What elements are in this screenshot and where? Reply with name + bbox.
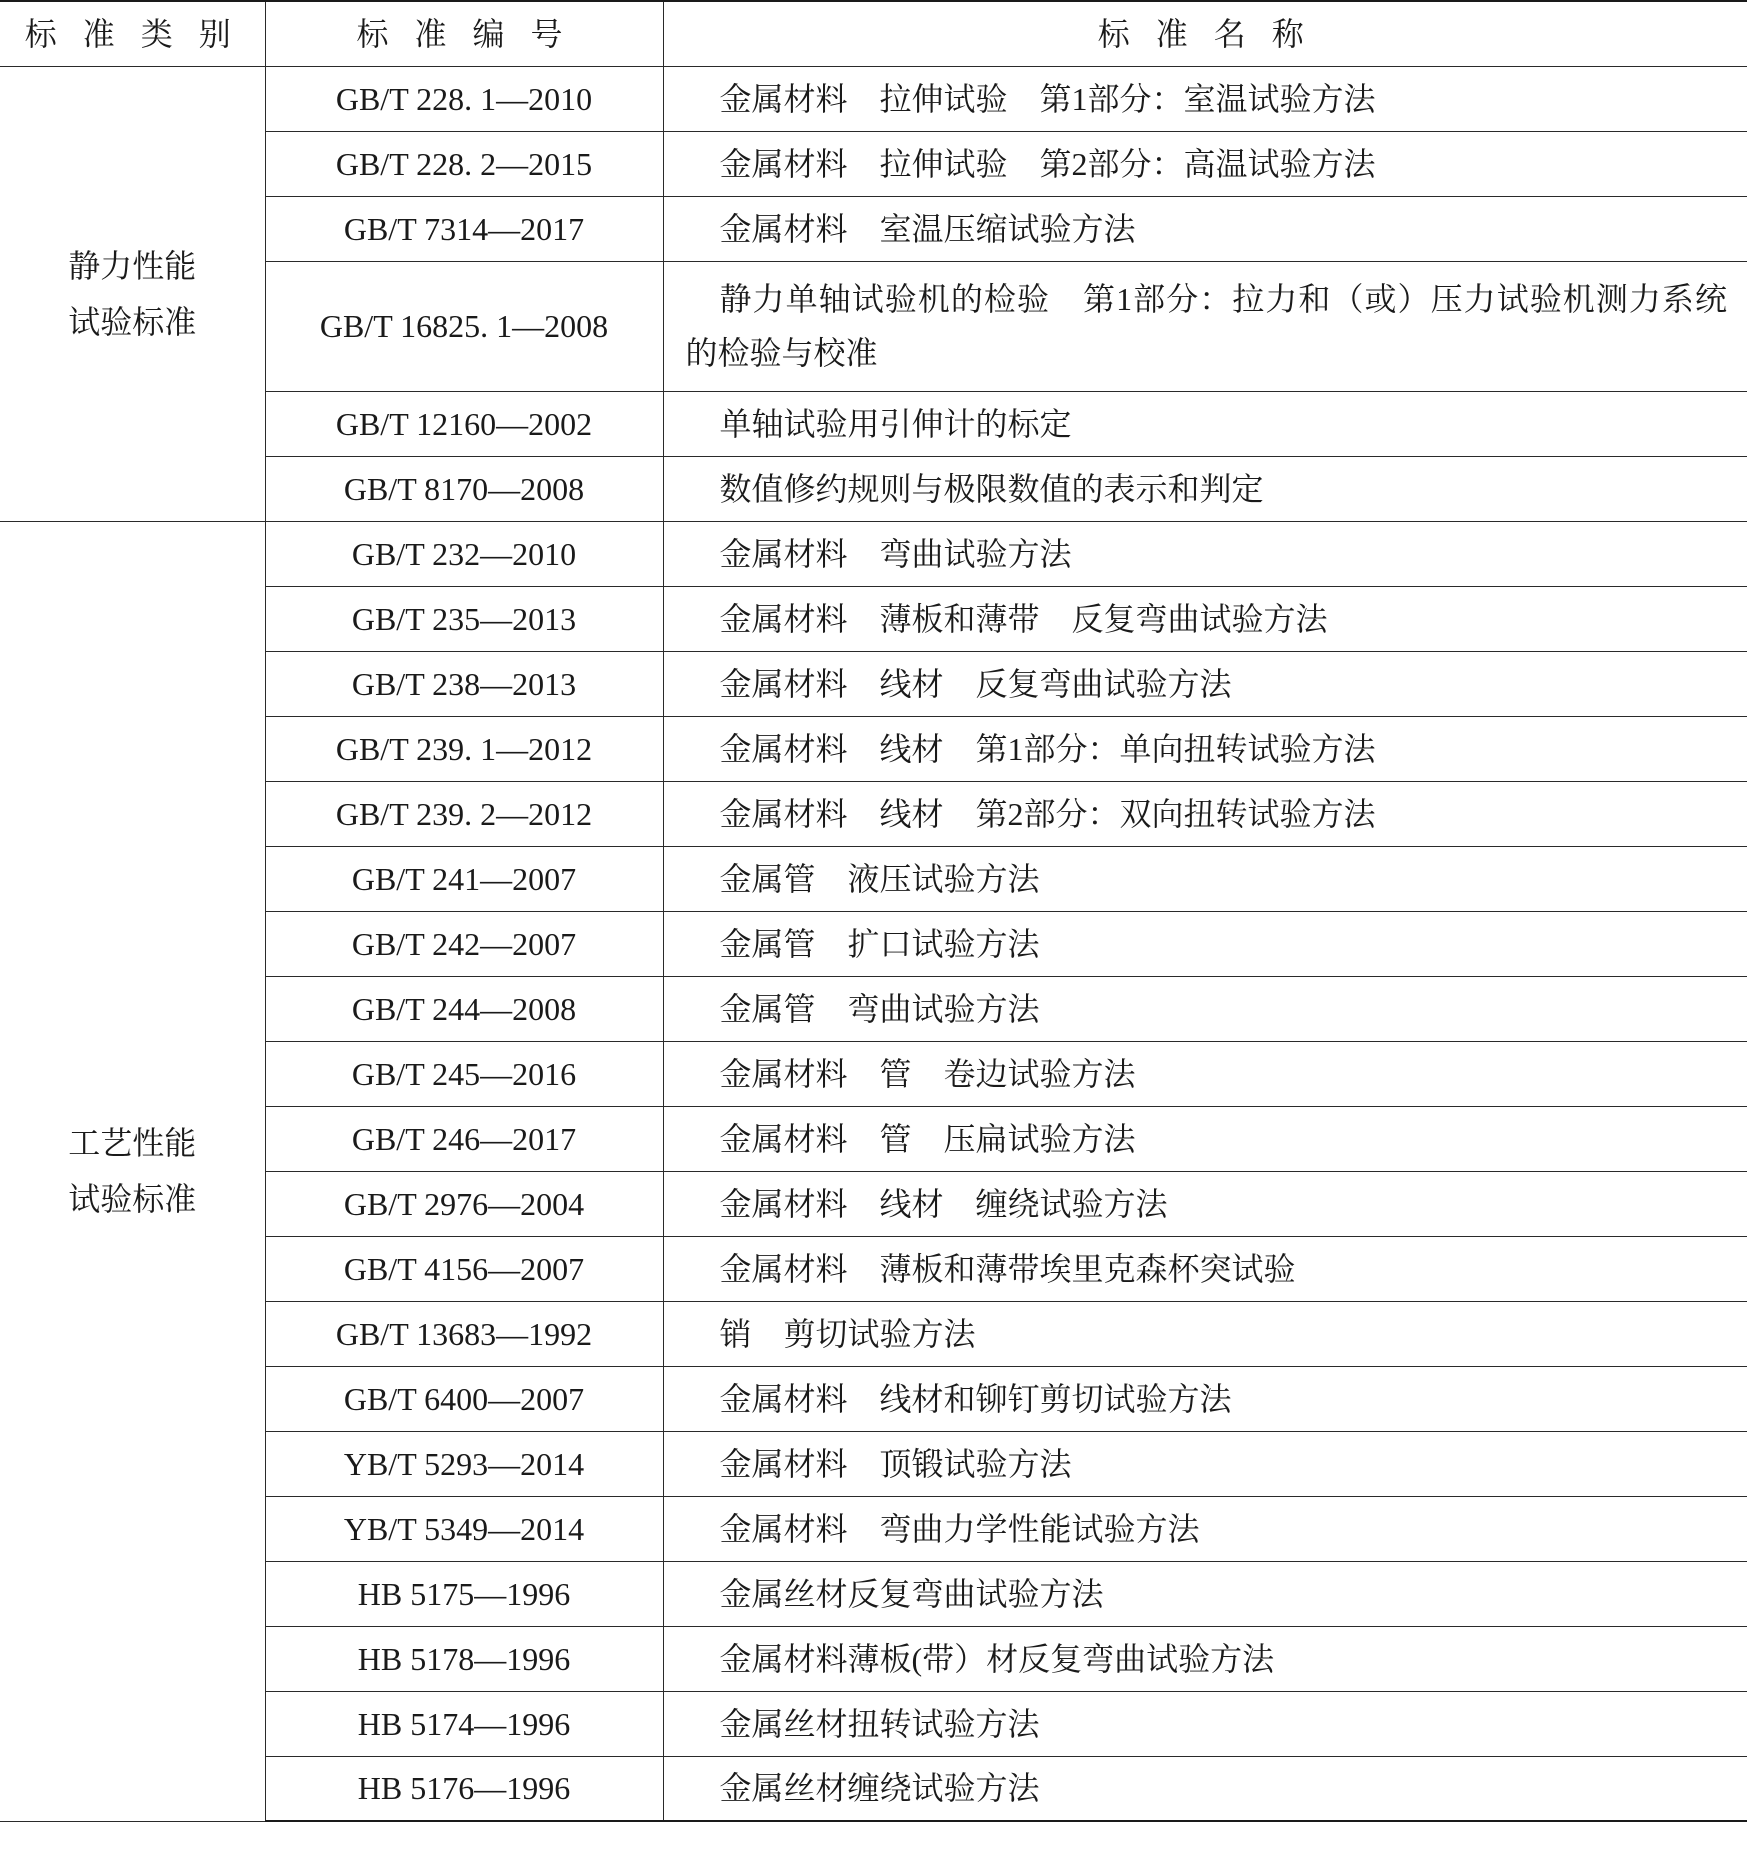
standard-name: 金属材料 拉伸试验 第1部分：室温试验方法 [663,66,1747,131]
standard-number: GB/T 246—2017 [265,1106,663,1171]
standard-number: GB/T 232—2010 [265,521,663,586]
standard-number: GB/T 228. 2—2015 [265,131,663,196]
standard-number: HB 5175—1996 [265,1561,663,1626]
standard-name: 金属管 液压试验方法 [663,846,1747,911]
standard-name: 金属丝材缠绕试验方法 [663,1756,1747,1821]
standard-name: 金属丝材反复弯曲试验方法 [663,1561,1747,1626]
standard-name: 金属材料 拉伸试验 第2部分：高温试验方法 [663,131,1747,196]
standard-name: 金属材料 管 卷边试验方法 [663,1041,1747,1106]
standard-number: GB/T 241—2007 [265,846,663,911]
standard-name: 静力单轴试验机的检验 第1部分：拉力和（或）压力试验机测力系统的检验与校准 [663,261,1747,391]
standard-number: GB/T 4156—2007 [265,1236,663,1301]
standard-number: GB/T 7314—2017 [265,196,663,261]
standard-number: HB 5174—1996 [265,1691,663,1756]
standard-name: 金属管 扩口试验方法 [663,911,1747,976]
category-label-line: 工艺性能 [68,1125,197,1161]
standard-number: GB/T 228. 1—2010 [265,66,663,131]
standard-name: 金属材料 线材 第1部分：单向扭转试验方法 [663,716,1747,781]
standard-name: 金属材料 弯曲力学性能试验方法 [663,1496,1747,1561]
table-row [0,521,1747,586]
standard-name: 金属材料 线材 第2部分：双向扭转试验方法 [663,781,1747,846]
standard-number: GB/T 13683—1992 [265,1301,663,1366]
table-header-row [0,1,1747,66]
standard-number: GB/T 8170—2008 [265,456,663,521]
standard-number: YB/T 5293—2014 [265,1431,663,1496]
standard-name: 金属材料 薄板和薄带埃里克森杯突试验 [663,1236,1747,1301]
standard-name: 金属丝材扭转试验方法 [663,1691,1747,1756]
standard-name: 销 剪切试验方法 [663,1301,1747,1366]
standard-name: 金属材料薄板(带）材反复弯曲试验方法 [663,1626,1747,1691]
standard-name: 金属管 弯曲试验方法 [663,976,1747,1041]
standard-number: GB/T 242—2007 [265,911,663,976]
standard-number: GB/T 235—2013 [265,586,663,651]
standard-number: GB/T 12160—2002 [265,391,663,456]
category-cell [0,66,265,521]
standard-number: YB/T 5349—2014 [265,1496,663,1561]
standard-number: GB/T 6400—2007 [265,1366,663,1431]
category-label-line: 试验标准 [68,1181,197,1217]
category-label-line: 静力性能 [68,247,197,284]
standard-name: 金属材料 线材 缠绕试验方法 [663,1171,1747,1236]
category-cell [0,521,265,1821]
table-row [0,66,1747,131]
standard-number: GB/T 244—2008 [265,976,663,1041]
header-number: 标 准 编 号 [265,1,663,66]
standard-name: 金属材料 线材和铆钉剪切试验方法 [663,1366,1747,1431]
standard-name: 数值修约规则与极限数值的表示和判定 [663,456,1747,521]
standard-number: GB/T 239. 1—2012 [265,716,663,781]
standard-number: GB/T 2976—2004 [265,1171,663,1236]
header-name: 标 准 名 称 [663,1,1747,66]
standard-name: 金属材料 管 压扁试验方法 [663,1106,1747,1171]
standard-name: 金属材料 室温压缩试验方法 [663,196,1747,261]
standard-name: 单轴试验用引伸计的标定 [663,391,1747,456]
standard-name: 金属材料 线材 反复弯曲试验方法 [663,651,1747,716]
category-label-line: 试验标准 [68,303,197,340]
standard-number: GB/T 16825. 1—2008 [265,261,663,391]
standard-name: 金属材料 顶锻试验方法 [663,1431,1747,1496]
standard-number: HB 5176—1996 [265,1756,663,1821]
standard-name: 金属材料 薄板和薄带 反复弯曲试验方法 [663,586,1747,651]
header-category: 标 准 类 别 [0,1,265,66]
standard-number: GB/T 239. 2—2012 [265,781,663,846]
standard-number: GB/T 238—2013 [265,651,663,716]
standard-number: HB 5178—1996 [265,1626,663,1691]
standard-name: 金属材料 弯曲试验方法 [663,521,1747,586]
standard-number: GB/T 245—2016 [265,1041,663,1106]
